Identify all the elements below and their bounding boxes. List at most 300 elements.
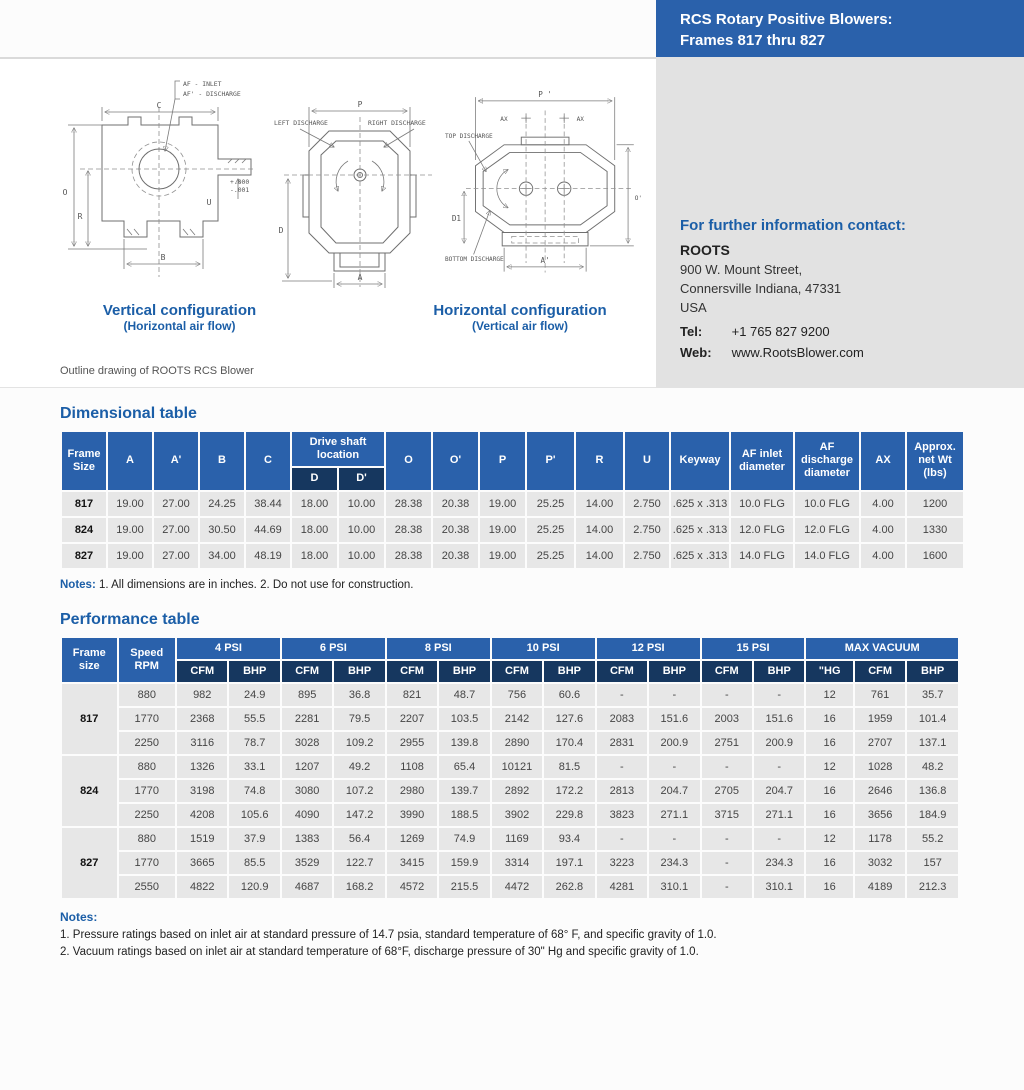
- performance-value-cell: 159.9: [439, 852, 489, 874]
- performance-value-cell: 2813: [597, 780, 647, 802]
- col-header: AF inlet diameter: [731, 432, 793, 490]
- col-header: A': [154, 432, 198, 490]
- performance-value-cell: 756: [492, 684, 542, 706]
- dimension-cell: 28.38: [386, 518, 431, 542]
- table-row: [62, 852, 958, 874]
- dimension-cell: 10.0 FLG: [795, 492, 859, 516]
- performance-value-cell: 137.1: [907, 732, 958, 754]
- performance-value-cell: 1326: [177, 756, 227, 778]
- performance-value-cell: 895: [282, 684, 332, 706]
- performance-value-cell: 212.3: [907, 876, 958, 898]
- sub-col-header: BHP: [544, 661, 594, 682]
- dim-b-label: B: [160, 253, 166, 262]
- vertical-side-view-drawing: [272, 87, 447, 292]
- table-row: [62, 708, 958, 730]
- dimension-cell: 38.44: [246, 492, 290, 516]
- dimension-cell: 25.25: [527, 492, 574, 516]
- speed-rpm-cell: 1770: [119, 852, 176, 874]
- dimensional-table-notes: [60, 579, 965, 591]
- dimension-cell: 12.0 FLG: [795, 518, 859, 542]
- performance-value-cell: 139.7: [439, 780, 489, 802]
- vertical-configuration-drawing: [52, 71, 267, 289]
- performance-value-cell: 157: [907, 852, 958, 874]
- table-row: [62, 780, 958, 802]
- dimension-cell: 18.00: [292, 544, 337, 568]
- performance-value-cell: 1207: [282, 756, 332, 778]
- performance-value-cell: 229.8: [544, 804, 594, 826]
- performance-value-cell: -: [597, 684, 647, 706]
- table-row: [62, 492, 963, 516]
- dimensional-table-title: Dimensional table: [60, 405, 197, 422]
- speed-rpm-cell: 1770: [119, 708, 176, 730]
- col-header: A: [108, 432, 152, 490]
- performance-value-cell: 49.2: [334, 756, 384, 778]
- performance-value-cell: 37.9: [229, 828, 279, 850]
- address-line2: Connersville Indiana, 47331: [680, 280, 842, 296]
- dimension-cell: 10.00: [339, 518, 384, 542]
- speed-rpm-cell: 880: [119, 828, 176, 850]
- performance-value-cell: 16: [806, 780, 852, 802]
- dimension-cell: 19.00: [108, 518, 152, 542]
- col-header: Keyway: [671, 432, 729, 490]
- frame-size-cell: 817: [62, 492, 106, 516]
- dim-ax-left-label: AX: [500, 115, 508, 123]
- sub-col-header: BHP: [649, 661, 699, 682]
- dimension-cell: 1200: [907, 492, 963, 516]
- horizontal-configuration-caption: [405, 302, 635, 333]
- speed-rpm-cell: 2250: [119, 732, 176, 754]
- tolerance-plus: +.000: [230, 178, 250, 186]
- col-header-group: 15 PSI: [702, 638, 805, 659]
- performance-value-cell: 147.2: [334, 804, 384, 826]
- performance-value-cell: 4208: [177, 804, 227, 826]
- table-row: [62, 828, 958, 850]
- performance-value-cell: 151.6: [754, 708, 804, 730]
- performance-value-cell: 197.1: [544, 852, 594, 874]
- performance-value-cell: 4822: [177, 876, 227, 898]
- sub-col-header: CFM: [177, 661, 227, 682]
- frame-size-cell: 827: [62, 544, 106, 568]
- performance-value-cell: 4281: [597, 876, 647, 898]
- col-header-group: 8 PSI: [387, 638, 490, 659]
- performance-value-cell: 1178: [855, 828, 905, 850]
- performance-value-cell: 12: [806, 828, 852, 850]
- dimension-cell: 12.0 FLG: [731, 518, 793, 542]
- dim-u-label: U: [206, 198, 212, 207]
- col-header-group: 6 PSI: [282, 638, 385, 659]
- col-header: Approx. net Wt (lbs): [907, 432, 963, 490]
- sub-col-header: CFM: [597, 661, 647, 682]
- performance-value-cell: 2955: [387, 732, 437, 754]
- dim-d-label: D: [278, 226, 284, 235]
- performance-value-cell: 101.4: [907, 708, 958, 730]
- address-line3: USA: [680, 299, 707, 315]
- performance-value-cell: 10121: [492, 756, 542, 778]
- col-header: O: [386, 432, 431, 490]
- performance-value-cell: 3080: [282, 780, 332, 802]
- right-discharge-label: RIGHT DISCHARGE: [368, 119, 426, 127]
- dimension-cell: 19.00: [108, 492, 152, 516]
- performance-value-cell: -: [649, 828, 699, 850]
- performance-table: [60, 636, 960, 900]
- performance-value-cell: 1269: [387, 828, 437, 850]
- performance-value-cell: 74.9: [439, 828, 489, 850]
- performance-value-cell: 310.1: [754, 876, 804, 898]
- sub-col-header: BHP: [754, 661, 804, 682]
- telephone-row: [680, 324, 1024, 339]
- dimension-cell: 14.00: [576, 544, 623, 568]
- sub-col-header: BHP: [229, 661, 279, 682]
- col-header-group: 10 PSI: [492, 638, 595, 659]
- performance-value-cell: -: [702, 876, 752, 898]
- performance-value-cell: 107.2: [334, 780, 384, 802]
- performance-value-cell: 262.8: [544, 876, 594, 898]
- dimension-cell: 18.00: [292, 492, 337, 516]
- sub-col-header: CFM: [492, 661, 542, 682]
- tables-section: [0, 388, 1024, 961]
- af-inlet-label: AF - INLET: [183, 80, 222, 88]
- performance-value-cell: 33.1: [229, 756, 279, 778]
- performance-value-cell: 3823: [597, 804, 647, 826]
- performance-value-cell: 3198: [177, 780, 227, 802]
- outline-drawing-caption: Outline drawing of ROOTS RCS Blower: [60, 365, 254, 377]
- table-row: [62, 518, 963, 542]
- performance-table-notes: [60, 910, 965, 962]
- col-header-group: Drive shaft location: [292, 432, 384, 466]
- sub-col-header: CFM: [387, 661, 437, 682]
- performance-value-cell: 16: [806, 876, 852, 898]
- performance-value-cell: 3529: [282, 852, 332, 874]
- notes-label: Notes:: [60, 578, 96, 591]
- web-value: www.RootsBlower.com: [731, 344, 864, 360]
- page-title-line2: Frames 817 thru 827: [680, 32, 826, 49]
- tel-label: Tel:: [680, 323, 703, 339]
- top-discharge-label: TOP DISCHARGE: [445, 133, 493, 141]
- performance-value-cell: 215.5: [439, 876, 489, 898]
- performance-value-cell: 3990: [387, 804, 437, 826]
- web-label: Web:: [680, 344, 712, 360]
- performance-value-cell: 1108: [387, 756, 437, 778]
- table-row: [62, 876, 958, 898]
- dimension-cell: 14.00: [576, 492, 623, 516]
- performance-value-cell: 85.5: [229, 852, 279, 874]
- dimension-cell: 18.00: [292, 518, 337, 542]
- dim-o-label: O: [62, 188, 68, 197]
- performance-value-cell: 16: [806, 804, 852, 826]
- performance-value-cell: 4090: [282, 804, 332, 826]
- performance-value-cell: 310.1: [649, 876, 699, 898]
- dimension-cell: 4.00: [861, 492, 905, 516]
- performance-value-cell: 65.4: [439, 756, 489, 778]
- col-header: P': [527, 432, 574, 490]
- col-header: U: [625, 432, 669, 490]
- col-header-group: MAX VACUUM: [806, 638, 958, 659]
- performance-value-cell: -: [754, 756, 804, 778]
- performance-value-cell: 3116: [177, 732, 227, 754]
- col-header: O': [433, 432, 478, 490]
- performance-table-title: Performance table: [60, 610, 200, 628]
- dimension-cell: 19.00: [108, 544, 152, 568]
- performance-value-cell: 78.7: [229, 732, 279, 754]
- dimension-cell: 48.19: [246, 544, 290, 568]
- dim-r-label: R: [77, 212, 83, 221]
- website-row: [680, 345, 1024, 360]
- table-row: [62, 732, 958, 754]
- performance-value-cell: -: [597, 756, 647, 778]
- dimension-cell: 25.25: [527, 544, 574, 568]
- dimension-cell: 19.00: [480, 544, 525, 568]
- performance-value-cell: 79.5: [334, 708, 384, 730]
- performance-value-cell: 4687: [282, 876, 332, 898]
- dimension-cell: 14.0 FLG: [795, 544, 859, 568]
- dimension-cell: .625 x .313: [671, 518, 729, 542]
- col-header: B: [200, 432, 244, 490]
- performance-value-cell: 3314: [492, 852, 542, 874]
- frame-size-cell: 824: [62, 756, 117, 826]
- performance-value-cell: 2003: [702, 708, 752, 730]
- performance-value-cell: 48.7: [439, 684, 489, 706]
- sub-col-header: BHP: [334, 661, 384, 682]
- table-row: [62, 756, 958, 778]
- speed-rpm-cell: 2550: [119, 876, 176, 898]
- dimension-cell: 14.00: [576, 518, 623, 542]
- performance-value-cell: 271.1: [649, 804, 699, 826]
- performance-value-cell: 105.6: [229, 804, 279, 826]
- performance-value-cell: 12: [806, 684, 852, 706]
- drawings-panel: [0, 57, 656, 388]
- notes-text: 1. All dimensions are in inches. 2. Do not use for construction.: [98, 578, 414, 591]
- performance-value-cell: 184.9: [907, 804, 958, 826]
- performance-value-cell: 136.8: [907, 780, 958, 802]
- dimension-cell: 14.0 FLG: [731, 544, 793, 568]
- dimensional-table: [60, 430, 965, 570]
- performance-value-cell: 1028: [855, 756, 905, 778]
- col-header-group: 12 PSI: [597, 638, 700, 659]
- performance-value-cell: 2083: [597, 708, 647, 730]
- vertical-configuration-caption: [72, 302, 287, 333]
- performance-value-cell: 2890: [492, 732, 542, 754]
- performance-value-cell: 127.6: [544, 708, 594, 730]
- dim-o-prime-label: O': [634, 195, 643, 203]
- page-title-banner: [656, 0, 1024, 57]
- performance-value-cell: 93.4: [544, 828, 594, 850]
- performance-value-cell: 12: [806, 756, 852, 778]
- performance-value-cell: -: [702, 756, 752, 778]
- performance-value-cell: 122.7: [334, 852, 384, 874]
- dimension-cell: 30.50: [200, 518, 244, 542]
- contact-heading: For further information contact:: [680, 217, 906, 234]
- performance-value-cell: 2646: [855, 780, 905, 802]
- performance-value-cell: 234.3: [649, 852, 699, 874]
- performance-value-cell: 3032: [855, 852, 905, 874]
- performance-value-cell: 55.5: [229, 708, 279, 730]
- performance-value-cell: 139.8: [439, 732, 489, 754]
- performance-value-cell: 2368: [177, 708, 227, 730]
- performance-value-cell: 60.6: [544, 684, 594, 706]
- dimension-cell: 2.750: [625, 492, 669, 516]
- col-header: C: [246, 432, 290, 490]
- performance-value-cell: 2980: [387, 780, 437, 802]
- performance-value-cell: 3223: [597, 852, 647, 874]
- table-row: [62, 544, 963, 568]
- performance-value-cell: 4472: [492, 876, 542, 898]
- performance-value-cell: -: [702, 852, 752, 874]
- performance-value-cell: 200.9: [649, 732, 699, 754]
- dimension-cell: 44.69: [246, 518, 290, 542]
- performance-value-cell: 1169: [492, 828, 542, 850]
- frame-size-cell: 824: [62, 518, 106, 542]
- col-header: Frame size: [62, 638, 117, 682]
- performance-value-cell: -: [702, 828, 752, 850]
- performance-value-cell: 16: [806, 732, 852, 754]
- performance-value-cell: 3902: [492, 804, 542, 826]
- dimension-cell: 28.38: [386, 544, 431, 568]
- performance-value-cell: 2892: [492, 780, 542, 802]
- frame-size-cell: 817: [62, 684, 117, 754]
- performance-value-cell: 170.4: [544, 732, 594, 754]
- performance-value-cell: 821: [387, 684, 437, 706]
- caption-title: Horizontal configuration: [433, 302, 607, 319]
- dimension-cell: 24.25: [200, 492, 244, 516]
- sub-col-header: CFM: [702, 661, 752, 682]
- performance-value-cell: 103.5: [439, 708, 489, 730]
- performance-table-body: [62, 684, 958, 898]
- performance-value-cell: 151.6: [649, 708, 699, 730]
- tolerance-minus: -.001: [230, 186, 250, 194]
- col-header: Frame Size: [62, 432, 106, 490]
- dimension-cell: 19.00: [480, 492, 525, 516]
- performance-value-cell: 120.9: [229, 876, 279, 898]
- performance-value-cell: 16: [806, 852, 852, 874]
- speed-rpm-cell: 1770: [119, 780, 176, 802]
- caption-title: Vertical configuration: [102, 302, 257, 319]
- caption-subtitle: (Horizontal air flow): [123, 319, 236, 333]
- performance-value-cell: 109.2: [334, 732, 384, 754]
- speed-rpm-cell: 2250: [119, 804, 176, 826]
- dimensional-table-body: [62, 492, 963, 568]
- top-section: [0, 0, 1024, 388]
- speed-rpm-cell: 880: [119, 756, 176, 778]
- company-name: ROOTS: [680, 242, 730, 258]
- note-line-2: 2. Vacuum ratings based on inlet air at standard temperature of 68°F, discharge pressure of 30" Hg and specific gravity of 1.0.: [60, 946, 699, 959]
- tel-value: +1 765 827 9200: [731, 323, 830, 339]
- col-header: AX: [861, 432, 905, 490]
- performance-value-cell: 35.7: [907, 684, 958, 706]
- dimension-cell: 1600: [907, 544, 963, 568]
- performance-value-cell: 2751: [702, 732, 752, 754]
- sub-col-header: BHP: [907, 661, 958, 682]
- performance-value-cell: 1383: [282, 828, 332, 850]
- dimension-cell: 10.0 FLG: [731, 492, 793, 516]
- performance-value-cell: -: [754, 684, 804, 706]
- dimension-cell: 28.38: [386, 492, 431, 516]
- performance-value-cell: 2207: [387, 708, 437, 730]
- performance-value-cell: -: [649, 684, 699, 706]
- performance-value-cell: 55.2: [907, 828, 958, 850]
- dim-a-prime-label: A': [540, 256, 550, 266]
- performance-value-cell: 1519: [177, 828, 227, 850]
- performance-value-cell: 3415: [387, 852, 437, 874]
- dim-c-label: C: [156, 101, 162, 110]
- caption-subtitle: (Vertical air flow): [471, 319, 569, 333]
- sub-col-header: CFM: [855, 661, 905, 682]
- performance-value-cell: 761: [855, 684, 905, 706]
- af-discharge-label: AF' - DISCHARGE: [183, 90, 241, 98]
- sub-col-header: "HG: [806, 661, 852, 682]
- performance-value-cell: 200.9: [754, 732, 804, 754]
- performance-value-cell: 74.8: [229, 780, 279, 802]
- performance-value-cell: 234.3: [754, 852, 804, 874]
- dimension-cell: 10.00: [339, 544, 384, 568]
- address-line1: 900 W. Mount Street,: [680, 262, 803, 277]
- table-row: [62, 804, 958, 826]
- performance-value-cell: 16: [806, 708, 852, 730]
- horizontal-configuration-drawing: [445, 79, 650, 284]
- dimension-cell: 34.00: [200, 544, 244, 568]
- dimension-cell: 20.38: [433, 518, 478, 542]
- dim-p-prime-label: P ': [538, 90, 552, 100]
- performance-value-cell: 48.2: [907, 756, 958, 778]
- notes-label: Notes:: [60, 909, 98, 924]
- performance-value-cell: 2831: [597, 732, 647, 754]
- performance-value-cell: 271.1: [754, 804, 804, 826]
- dimension-cell: 2.750: [625, 518, 669, 542]
- dim-ax-right-label: AX: [576, 115, 584, 123]
- bottom-discharge-label: BOTTOM DISCHARGE: [445, 256, 504, 264]
- dimension-cell: .625 x .313: [671, 544, 729, 568]
- dimension-cell: 27.00: [154, 492, 198, 516]
- performance-value-cell: 172.2: [544, 780, 594, 802]
- performance-value-cell: 168.2: [334, 876, 384, 898]
- speed-rpm-cell: 880: [119, 684, 176, 706]
- dimension-cell: 1330: [907, 518, 963, 542]
- col-header: P: [480, 432, 525, 490]
- col-header: AF discharge diameter: [795, 432, 859, 490]
- performance-value-cell: 2281: [282, 708, 332, 730]
- sub-col-header: D': [339, 468, 384, 489]
- dimension-cell: 4.00: [861, 544, 905, 568]
- performance-value-cell: 24.9: [229, 684, 279, 706]
- dimension-cell: 2.750: [625, 544, 669, 568]
- performance-value-cell: 1959: [855, 708, 905, 730]
- col-header: Speed RPM: [119, 638, 176, 682]
- dimension-cell: 27.00: [154, 518, 198, 542]
- dimension-cell: 20.38: [433, 492, 478, 516]
- performance-value-cell: 3656: [855, 804, 905, 826]
- performance-value-cell: 4189: [855, 876, 905, 898]
- sub-col-header: CFM: [282, 661, 332, 682]
- dimension-cell: 19.00: [480, 518, 525, 542]
- performance-value-cell: 3665: [177, 852, 227, 874]
- dimension-cell: 20.38: [433, 544, 478, 568]
- performance-value-cell: -: [754, 828, 804, 850]
- dim-a-label: A: [357, 273, 363, 282]
- sub-col-header: BHP: [439, 661, 489, 682]
- col-header-group: 4 PSI: [177, 638, 280, 659]
- dimension-cell: .625 x .313: [671, 492, 729, 516]
- note-line-1: 1. Pressure ratings based on inlet air at standard pressure of 14.7 psia, standard temperature of 68° F, and specific gravity of 1.0.: [60, 928, 717, 941]
- frame-size-cell: 827: [62, 828, 117, 898]
- col-header: R: [576, 432, 623, 490]
- performance-value-cell: 2705: [702, 780, 752, 802]
- dim-p-label: P: [357, 100, 363, 109]
- left-discharge-label: LEFT DISCHARGE: [274, 119, 328, 127]
- performance-value-cell: -: [597, 828, 647, 850]
- dimension-cell: 27.00: [154, 544, 198, 568]
- table-row: [62, 684, 958, 706]
- performance-value-cell: 188.5: [439, 804, 489, 826]
- performance-value-cell: 204.7: [649, 780, 699, 802]
